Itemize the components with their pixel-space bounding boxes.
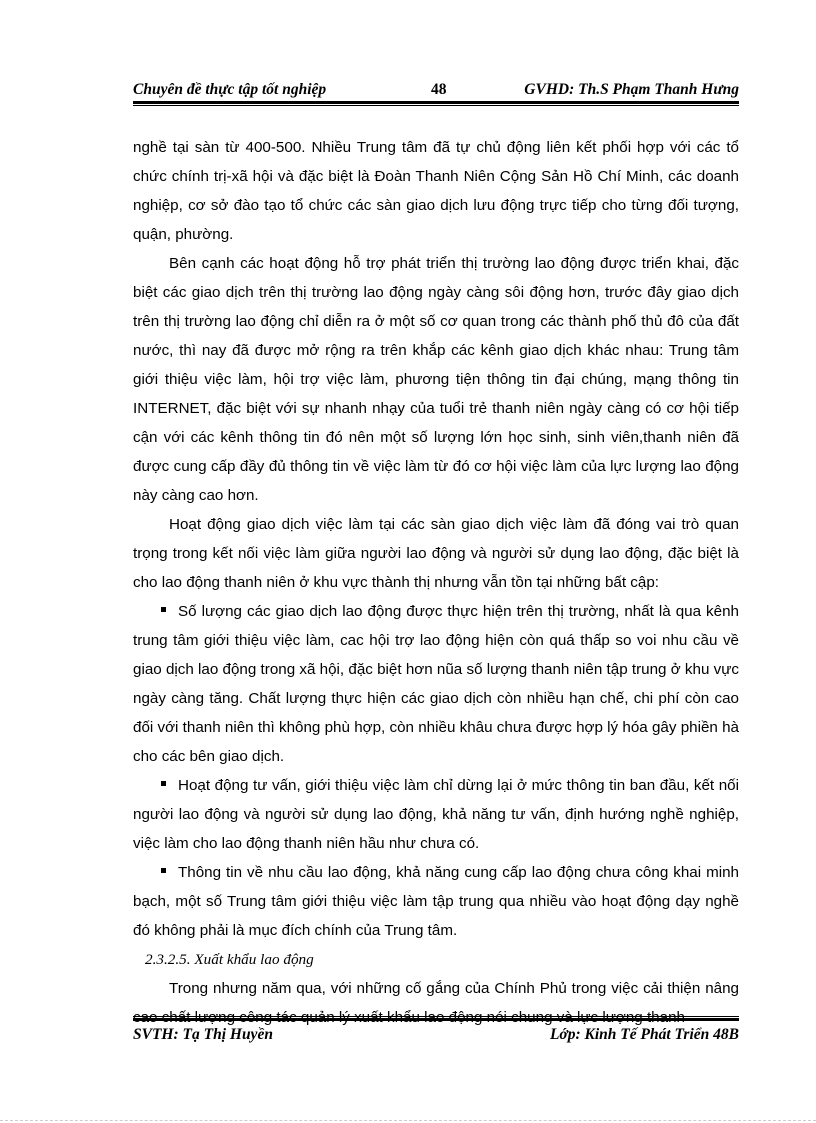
bullet-item-3 (133, 858, 739, 945)
paragraph-4: Trong nhưng năm qua, với những cố gắng của Chính Phủ trong việc cải thiện nâng cao chất lượng công tác quản lý xuất khẩu lao động nói chung và lực lượng thanh (133, 980, 739, 1026)
footer-class-name: Lớp: Kinh Tế Phát Triển 48B (549, 1026, 739, 1043)
bullet-item-1 (133, 597, 739, 771)
page-bottom-edge (0, 1120, 816, 1122)
paragraph-2: Bên cạnh các hoạt động hỗ trợ phát triển thị trường lao động được triển khai, đặc biệt các giao dịch trên thị trường lao động ngày càng sôi động hơn, trước đây giao dịch trên thị trường lao động chỉ diễn ra ở một số cơ quan trong các thành phố thủ đô của đất nước, thì nay đã được mở rộng ra trên khắp các kênh giao dịch khác nhau: Trung tâm giới thiệu việc làm, hội trợ việc làm, phương tiện thông tin đại chúng, mạng thông tin INTERNET, đặc biệt với sự nhanh nhạy của tuổi trẻ thanh niên ngày càng có cơ hội tiếp cận với các kênh thông tin đó nên một số lượng lớn học sinh, sinh viên,thanh niên đã được cung cấp đầy đủ thông tin về việc làm từ đó cơ hội việc làm của lực lượng lao động này càng cao hơn. (133, 255, 739, 504)
page-footer (133, 1024, 739, 1046)
section-subheading: 2.3.2.5. Xuất khẩu lao động (145, 951, 314, 968)
bullet-text-1: Số lượng các giao dịch lao động được thực hiện trên thị trường, nhất là qua kênh trung tâm giới thiệu việc làm, cac hội trợ lao động hiện còn quá thấp so voi nhu cầu về giao dịch lao động trong xã hội, đặc biệt hơn nũa số lượng thanh niên tập trung ở khu vực ngày càng tăng. Chất lượng thực hiện các giao dịch còn nhiều hạn chế, chi phí còn cao đối với thanh niên thì không phù hợp, còn nhiều khâu chưa được hợp lý hóa gây phiền hà cho các bên giao dịch. (133, 603, 739, 765)
header-page-number: 48 (431, 81, 447, 98)
bullet-item-2 (133, 771, 739, 858)
paragraph-3: Hoạt động giao dịch việc làm tại các sàn giao dịch việc làm đã đóng vai trò quan trọng trong kết nối việc làm giữa người lao động và người sử dụng lao động, đặc biệt là cho lao động thanh niên ở khu vực thành thị nhưng vẫn tồn tại những bất cập: (133, 516, 739, 591)
footer-double-rule (133, 1016, 739, 1021)
bullet-square-icon (161, 868, 166, 873)
bullet-square-icon (161, 607, 166, 612)
bullet-square-icon (161, 781, 166, 786)
page-body (133, 133, 739, 1032)
footer-student-name: SVTH: Tạ Thị Huyền (133, 1026, 273, 1043)
page-header (133, 78, 739, 100)
header-document-title: Chuyên đề thực tập tốt nghiệp (133, 81, 327, 98)
header-double-rule (133, 101, 739, 106)
bullet-text-2: Hoạt động tư vấn, giới thiệu việc làm chỉ dừng lại ở mức thông tin ban đầu, kết nối người lao động và người sử dụng lao động, khả năng tư vấn, định hướng nghề nghiệp, việc làm cho lao động thanh niên hầu như chưa có. (133, 777, 739, 852)
paragraph-1: nghề tại sàn từ 400-500. Nhiều Trung tâm đã tự chủ động liên kết phối hợp với các tổ chức chính trị-xã hội và đặc biệt là Đoàn Thanh Niên Cộng Sản Hồ Chí Minh, các doanh nghiệp, cơ sở đào tạo tổ chức các sàn giao dịch lưu động trực tiếp cho từng đối tượng, quận, phường. (133, 139, 739, 243)
header-supervisor: GVHD: Th.S Phạm Thanh Hưng (524, 81, 739, 98)
bullet-text-3: Thông tin về nhu cầu lao động, khả năng cung cấp lao động chưa công khai minh bạch, một số Trung tâm giới thiệu việc làm tập trung qua nhiều vào hoạt động dạy nghề đó không phải là mục đích chính của Trung tâm. (133, 864, 739, 939)
